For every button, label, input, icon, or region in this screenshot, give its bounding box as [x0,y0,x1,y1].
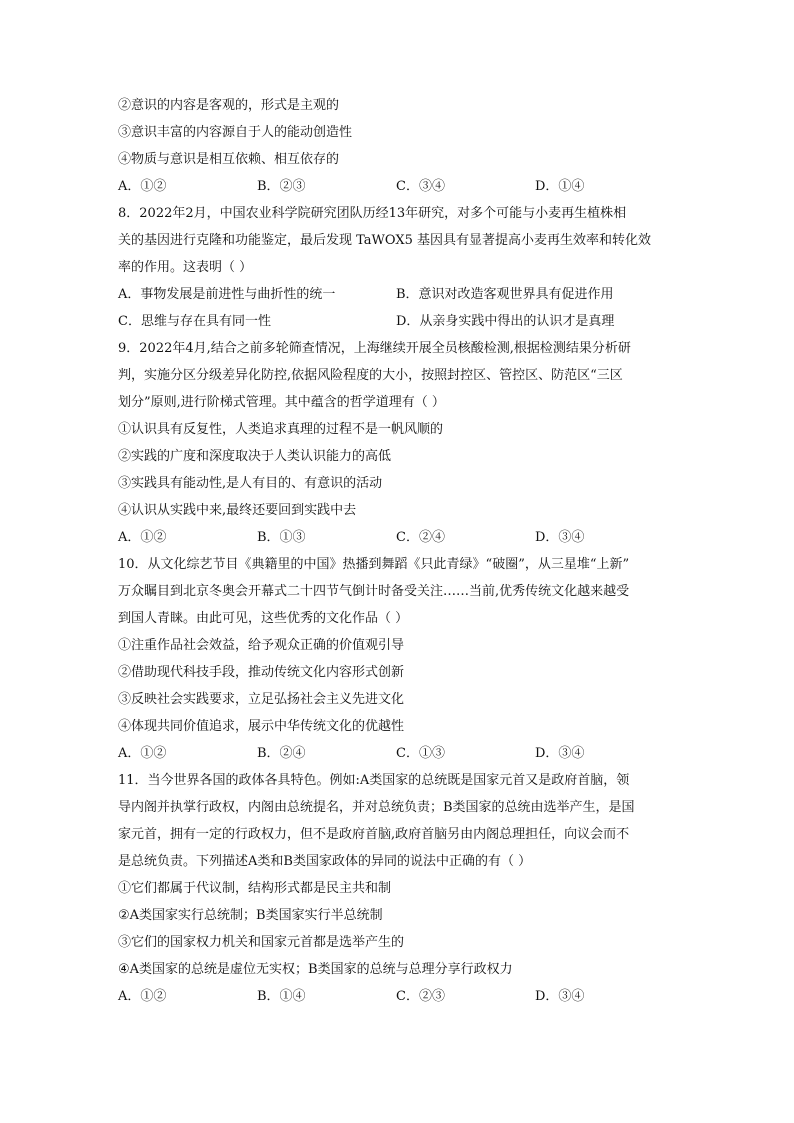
q10-option-d: D．③④ [535,746,585,761]
q7-option-c: C．③④ [396,179,445,194]
q11-option-d: D．③④ [535,989,585,1004]
q11-option-c: C．②③ [396,989,445,1004]
q11-item-3: ③它们的国家权力机关和国家元首都是选举产生的 [118,935,405,950]
q8-option-c: C．思维与存在具有同一性 [118,314,271,329]
q9-item-3: ③实践具有能动性,是人有目的、有意识的活动 [118,476,383,491]
q10-stem-line-1: 10．从文化综艺节目《典籍里的中国》热播到舞蹈《只此青绿》“破圈”，从三星堆“上新” [118,557,630,572]
q10-option-b: B．②④ [257,746,306,761]
q7-options [118,173,688,200]
q9-option-c: C．②④ [396,530,445,545]
q11-option-b: B．①④ [257,989,306,1004]
q9-stem-line-1: 9．2022年4月,结合之前多轮筛查情况，上海继续开展全员核酸检测,根据检测结果分析研 [118,341,631,356]
q8-stem-line-3: 率的作用。这表明（ ） [118,260,253,275]
q10-stem-line-2: 万众瞩目到北京冬奥会开幕式二十四节气倒计时备受关注……当前,优秀传统文化越来越受 [118,584,630,599]
q10-item-1: ①注重作品社会效益，给予观众正确的价值观引导 [118,638,405,653]
q11-stem-line-4: 是总统负责。下列描述A类和B类国家政体的异同的说法中正确的有（ ） [118,854,532,869]
q9-item-2: ②实践的广度和深度取决于人类认识能力的高低 [118,449,392,464]
q7-option-d: D．①④ [535,179,585,194]
q8-stem-line-2: 关的基因进行克隆和功能鉴定，最后发现 TaWOX5 基因具有显著提高小麦再生效率和转化效 [118,233,651,248]
q8-option-a: A．事物发展是前进性与曲折性的统一 [118,287,336,302]
q9-stem-line-2: 判，实施分区分级差异化防控,依据风险程度的大小，按照封控区、管控区、防范区“三区 [118,368,623,383]
q10-option-a: A．①② [118,746,167,761]
q7-option-b: B．②③ [257,179,306,194]
q8-option-b: B．意识对改造客观世界具有促进作用 [396,287,614,302]
q9-item-4: ④认识从实践中来,最终还要回到实践中去 [118,503,357,518]
q11-stem-line-1: 11．当今世界各国的政体各具特色。例如:A类国家的总统既是国家元首又是政府首脑，领 [118,773,630,788]
q8-option-d: D．从亲身实践中得出的认识才是真理 [396,314,615,329]
q7-item-3: ③意识丰富的内容源自于人的能动创造性 [118,125,353,140]
q9-option-d: D．③④ [535,530,585,545]
q10-option-c: C．①③ [396,746,445,761]
q11-stem-line-2: 导内阁并执掌行政权，内阁由总统提名，并对总统负责；B类国家的总统由选举产生，是国 [118,800,635,815]
q10-item-3: ③反映社会实践要求，立足弘扬社会主义先进文化 [118,692,405,707]
q11-stem-line-3: 家元首，拥有一定的行政权力，但不是政府首脑,政府首脑另由内阁总理担任，向议会而不 [118,827,630,842]
exam-page [118,92,688,1010]
q10-item-2: ②借助现代科技手段，推动传统文化内容形式创新 [118,665,405,680]
q11-option-a: A．①② [118,989,167,1004]
q10-stem-line-3: 到国人青睐。由此可见，这些优秀的文化作品（ ） [118,611,409,626]
q11-item-2: ②A类国家实行总统制；B类国家实行半总统制 [118,908,383,923]
q9-option-b: B．①③ [257,530,306,545]
q7-option-a: A．①② [118,179,167,194]
q11-item-1: ①它们都属于代议制，结构形式都是民主共和制 [118,881,392,896]
q9-stem-line-3: 划分”原则,进行阶梯式管理。其中蕴含的哲学道理有（ ） [118,395,445,410]
q8-stem-line-1: 8．2022年2月，中国农业科学院研究团队历经13年研究，对多个可能与小麦再生植株相 [118,206,627,221]
q9-item-1: ①认识具有反复性，人类追求真理的过程不是一帆风顺的 [118,422,444,437]
q8-options-row-1 [118,281,688,308]
q9-options [118,524,688,551]
q11-options [118,983,688,1010]
q7-item-2: ②意识的内容是客观的，形式是主观的 [118,98,340,113]
q9-option-a: A．①② [118,530,167,545]
q7-item-4: ④物质与意识是相互依赖、相互依存的 [118,152,340,167]
q8-options-row-2 [118,308,688,335]
q11-item-4: ④A类国家的总统是虚位无实权；B类国家的总统与总理分享行政权力 [118,962,513,977]
q10-options [118,740,688,767]
q10-item-4: ④体现共同价值追求，展示中华传统文化的优越性 [118,719,405,734]
